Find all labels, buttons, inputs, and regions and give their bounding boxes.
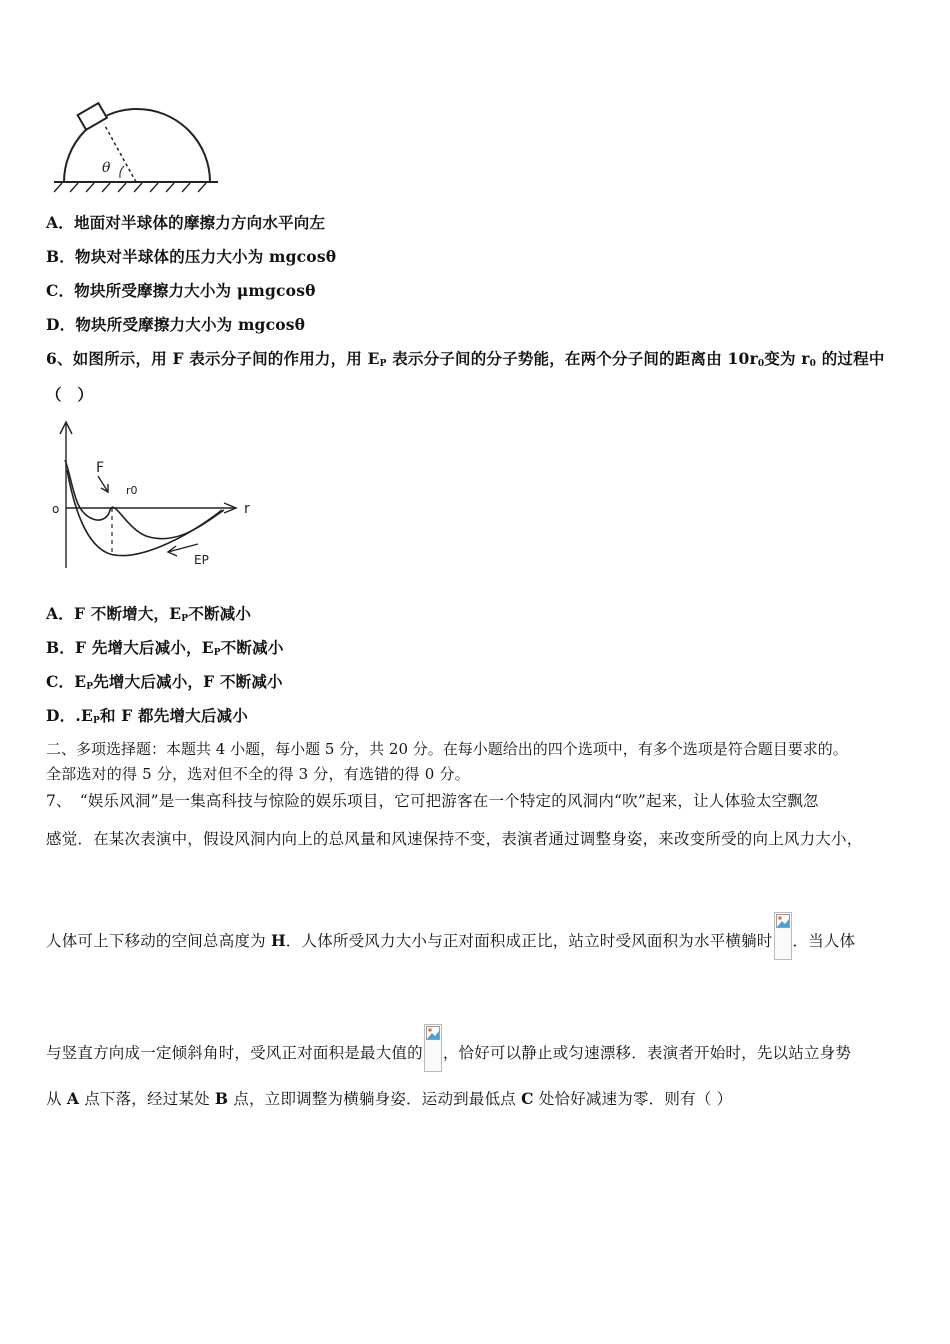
- q7-line-2: 感觉．在某次表演中，假设风洞内向上的总风量和风速保持不变，表演者通过调整身姿，来改变所受的向上风力大小，: [46, 830, 863, 848]
- label-origin: o: [52, 502, 60, 516]
- q7-line-3: 人体可上下移动的空间总高度为 H．人体所受风力大小与正对面积成正比，站立时受风面积为水平横躺时 ．当人体: [46, 912, 855, 960]
- q6-answer-paren: （ ）: [46, 385, 94, 404]
- q6-option-c: C．$E_P$先增大后减小，F 不断减小: [46, 672, 283, 692]
- q6-stem: 6、如图所示，用 F 表示分子间的作用力，用 $E_P$ 表示分子间的分子势能，在两个分子间的距离由 $10r_0$变为 $r_0$ 的过程中: [46, 349, 885, 369]
- force-curve: [65, 460, 224, 539]
- q7-line-5: 从 A 点下落，经过某处 B 点，立即调整为横躺身姿．运动到最低点 C 处恰好减速为零．则有（ ）: [46, 1089, 733, 1108]
- potential-curve: [67, 470, 222, 556]
- q6-option-b: B．F 先增大后减小，$E_P$不断减小: [46, 638, 284, 658]
- hemisphere-figure: [50, 100, 220, 196]
- label-Ep: EP: [194, 553, 209, 567]
- q5-option-b: B．物块对半球体的压力大小为 mgcosθ: [46, 247, 337, 266]
- q6-option-a: A．F 不断增大，$E_P$不断减小: [46, 604, 252, 624]
- q5-option-d: D．物块所受摩擦力大小为 mgcosθ: [46, 315, 306, 334]
- label-r0: r0: [126, 484, 138, 497]
- label-F: F: [96, 460, 105, 476]
- broken-image-icon: [426, 1026, 440, 1040]
- formula-image-1: [774, 912, 792, 960]
- broken-image-icon: [776, 914, 790, 928]
- formula-image-2: [424, 1024, 442, 1072]
- section2-instructions-1: 二、多项选择题：本题共 4 小题，每小题 5 分，共 20 分。在每小题给出的四个选项中，有多个选项是符合题目要求的。: [46, 740, 848, 758]
- section2-instructions-2: 全部选对的得 5 分，选对但不全的得 3 分，有选错的得 0 分。: [46, 765, 470, 783]
- q7-line-1: 7、 “娱乐风洞”是一集高科技与惊险的娱乐项目，它可把游客在一个特定的风洞内“吹”起来，让人体验太空飘忽: [46, 792, 819, 810]
- q5-option-c: C．物块所受摩擦力大小为 μmgcosθ: [46, 281, 316, 300]
- molecular-force-graph: [46, 418, 266, 578]
- q6-option-d: D．$.E_P$和 F 都先增大后减小: [46, 706, 248, 726]
- q7-line-4: 与竖直方向成一定倾斜角时，受风正对面积是最大值的 ，恰好可以静止或匀速漂移．表演者开始时，先以站立身势: [46, 1024, 851, 1072]
- q5-option-a: A．地面对半球体的摩擦力方向水平向左: [46, 213, 326, 232]
- label-r: r: [244, 501, 250, 517]
- angle-label: θ: [102, 160, 111, 176]
